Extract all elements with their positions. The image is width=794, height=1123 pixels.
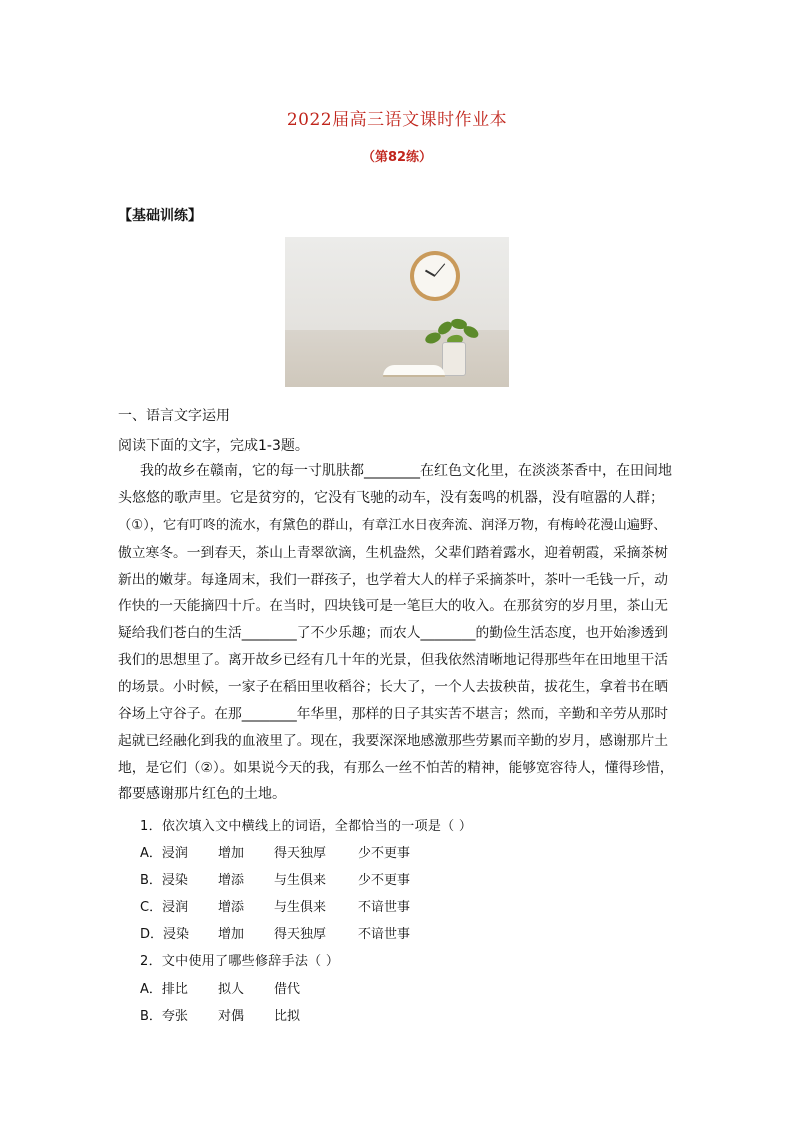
passage-line: 我的故乡在赣南，它的每一寸肌肤都________在红色文化里，在淡淡茶香中，在田间地 <box>140 463 672 479</box>
question-2-stem: 2．文中使用了哪些修辞手法（ ） <box>140 954 340 969</box>
instruction: 阅读下面的文字，完成1-3题。 <box>118 438 309 454</box>
question-1-option-d[interactable]: D．浸染 增加 得天独厚 不谙世事 <box>140 927 411 942</box>
passage-line: 作快的一天能摘四十斤。在当时，四块钱可是一笔巨大的收入。在那贫穷的岁月里，茶山无 <box>118 598 669 614</box>
section-tag: 【基础训练】 <box>118 208 202 224</box>
question-2-option-b[interactable]: B．夸张 对偶 比拟 <box>140 1009 301 1024</box>
clock-icon <box>410 251 460 301</box>
passage-line: 起就已经融化到我的血液里了。现在，我要深深地感激那些劳累而辛勤的岁月，感谢那片土 <box>118 733 669 749</box>
question-1-stem: 1．依次填入文中横线上的词语，全都恰当的一项是（ ） <box>140 819 473 834</box>
passage-line: 谷场上守谷子。在那________年华里，那样的日子其实苦不堪言；然而，辛勤和辛劳从那时 <box>118 706 669 722</box>
question-1-option-b[interactable]: B．浸染 增添 与生俱来 少不更事 <box>140 873 411 888</box>
passage-line: 疑给我们苍白的生活________了不少乐趣；而农人________的勤俭生活态度，也开始渗透到 <box>118 625 669 641</box>
pot-icon <box>442 342 466 376</box>
document-subtitle: （第82练） <box>361 150 433 165</box>
passage-line: （①），它有叮咚的流水，有黛色的群山，有章江水日夜奔流、润泽万物，有梅岭花漫山遍野、 <box>118 518 667 533</box>
decorative-photo <box>285 237 509 387</box>
document-title: 2022届高三语文课时作业本 <box>286 110 508 130</box>
passage-line: 都要感谢那片红色的土地。 <box>118 786 286 802</box>
passage-line: 头悠悠的歌声里。它是贫穷的，它没有飞驰的动车，没有轰鸣的机器，没有喧嚣的人群； <box>118 490 664 506</box>
passage-line: 新出的嫩芽。每逢周末，我们一群孩子，也学着大人的样子采摘茶叶，茶叶一毛钱一斤，动 <box>118 572 669 588</box>
passage-line: 傲立寒冬。一到春天，茶山上青翠欲滴，生机盎然，父辈们踏着露水，迎着朝霞，采摘茶树 <box>118 545 669 561</box>
open-book-icon <box>383 365 445 377</box>
passage-line: 我们的思想里了。离开故乡已经有几十年的光景，但我依然清晰地记得那些年在田地里干活 <box>118 652 669 668</box>
passage-line: 的场景。小时候，一家子在稻田里收稻谷；长大了，一个人去拔秧苗，拔花生，拿着书在晒 <box>118 679 669 695</box>
passage-line: 地，是它们（②）。如果说今天的我，有那么一丝不怕苦的精神，能够宽容待人，懂得珍惜， <box>118 760 674 776</box>
question-1-option-c[interactable]: C．浸润 增添 与生俱来 不谙世事 <box>140 900 411 915</box>
section-heading: 一、语言文字运用 <box>118 408 230 424</box>
question-1-option-a[interactable]: A．浸润 增加 得天独厚 少不更事 <box>140 846 411 861</box>
question-2-option-a[interactable]: A．排比 拟人 借代 <box>140 982 301 997</box>
